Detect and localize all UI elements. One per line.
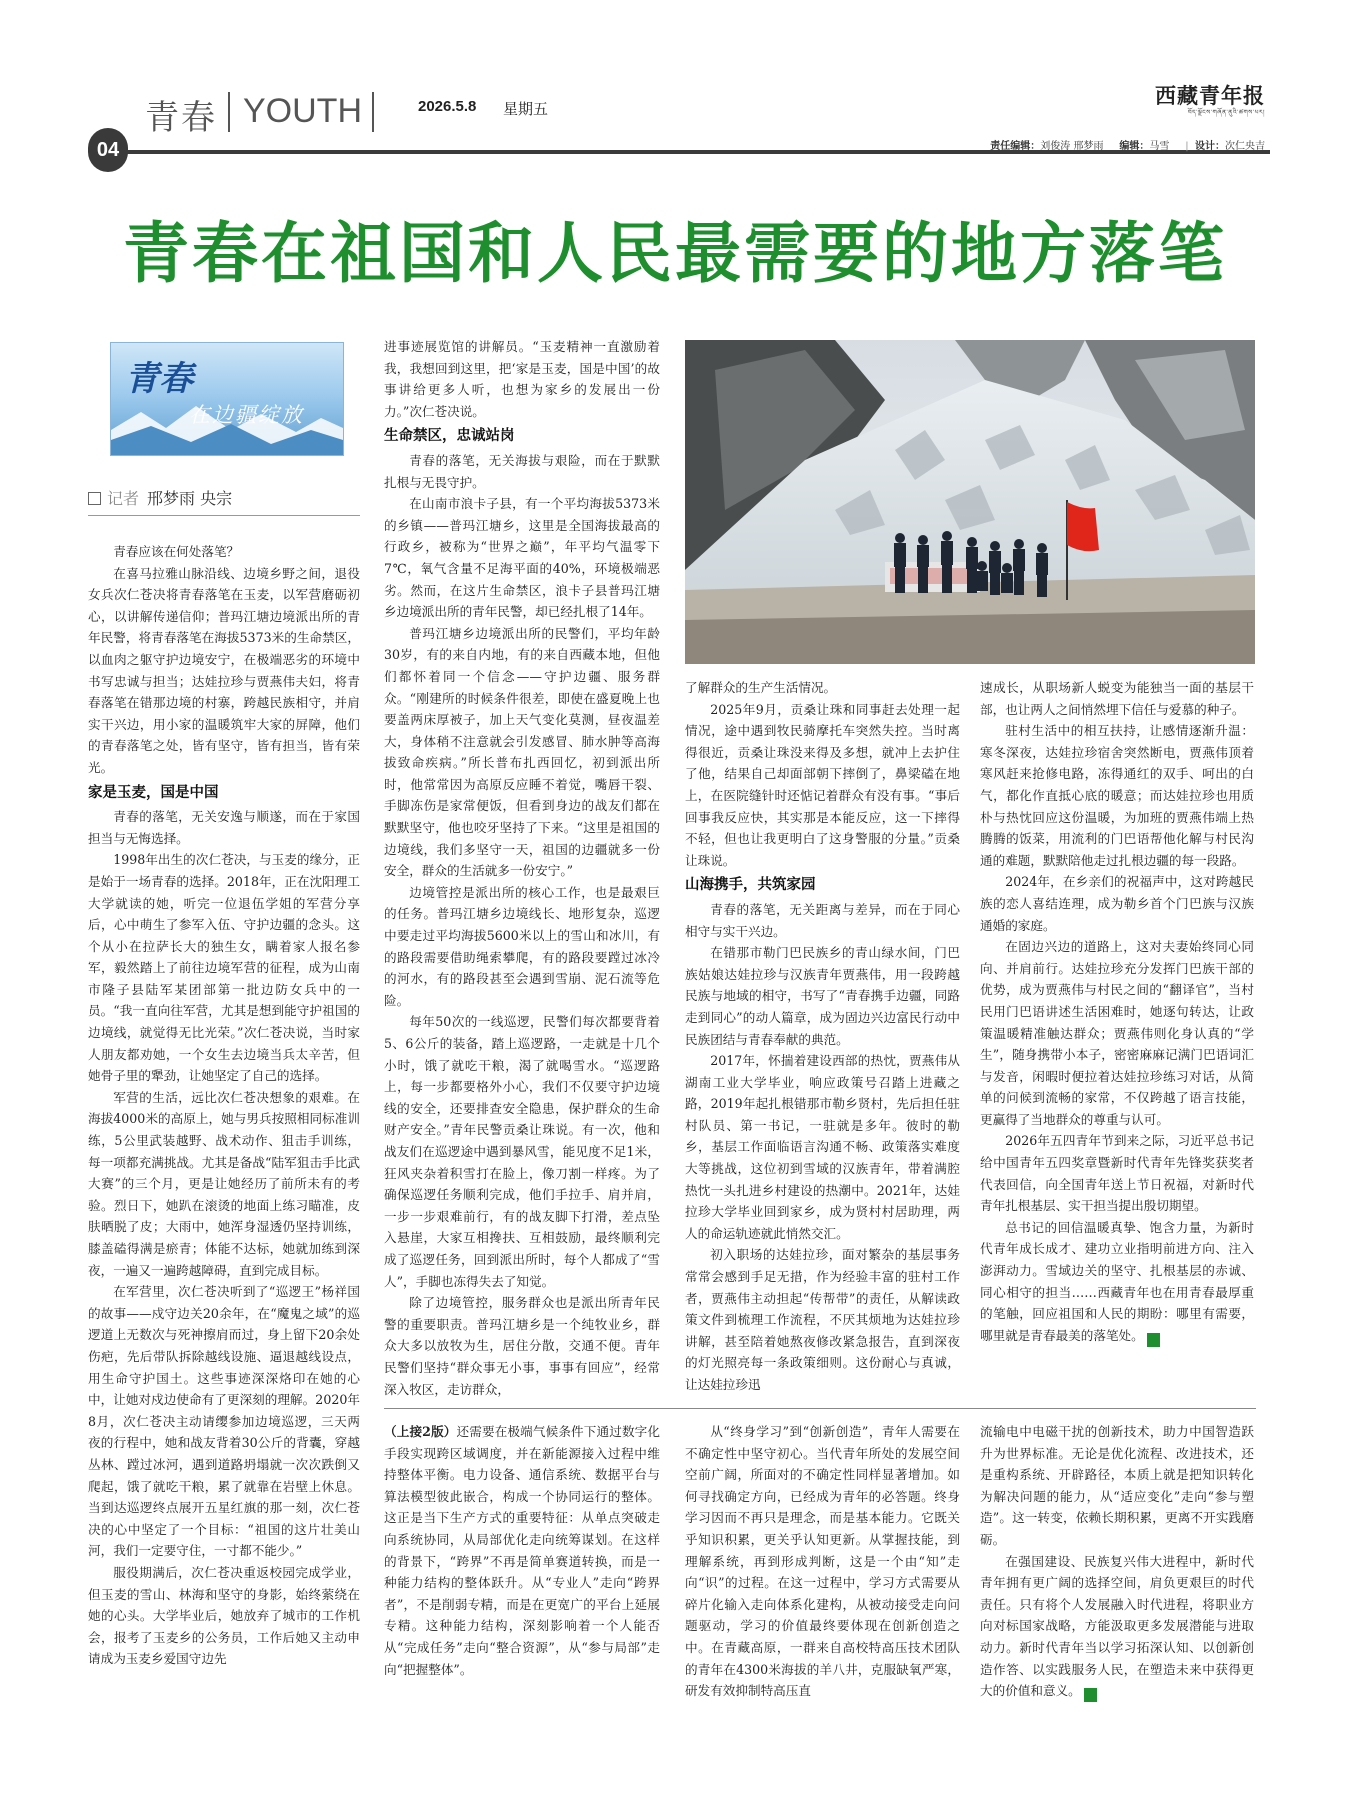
paragraph: 2025年9月，贡桑让珠和同事赶去处理一起情况，途中遇到牧民骑摩托车突然失控。当时离得很近，贡桑让珠没来得及多想，就冲上去护住了他，结果自己却面部朝下摔倒了，鼻梁磕在地上，在医院缝针时还惦记着群众有没有事。“事后回事我反应快，其实那是本能反应，这一下摔得不轻，但也让我更明白了这身警服的分量。”贡桑让珠说。: [685, 701, 960, 868]
article-column-1: [88, 541, 360, 1796]
paragraph: 边境管控是派出所的核心工作，也是最艰巨的任务。普玛江塘乡边境线长、地形复杂，巡逻中要走过平均海拔5600米以上的雪山和冰川，有的路段需要借助绳索攀爬，有的路段要蹚过冰冷的河水，有的路段甚至会遇到雪崩、泥石流等危险。: [384, 884, 660, 1008]
continued-text: 在强国建设、民族复兴伟大进程中，新时代青年拥有更广阔的选择空间，肩负更艰巨的时代责任。只有将个人发展融入时代进程，将职业方向对标国家战略，方能汲取更多发展潜能与进取动力。新时代青年当以学习拓深认知、以创新创造作答、以实践服务人民，在塑造未来中获得更大的价值和意义。: [980, 1553, 1254, 1699]
section-title-cn: 青春: [145, 98, 217, 138]
issue-date: 2026.5.8: [418, 98, 477, 115]
paragraph: 服役期满后，次仁苍决重返校园完成学业，但玉麦的雪山、林海和坚守的身影，始终萦绕在她的心头。大学毕业后，她放弃了城市的工作机会，报考了玉麦乡的公务员，工作后她又主动申请成为玉麦乡爱国守边先: [88, 1564, 360, 1667]
paragraph: 总书记的回信温暖真挚、饱含力量，为新时代青年成长成才、建功立业指明前进方向、注入澎湃动力。雪域边关的坚守、扎根基层的赤诚、同心相守的担当……西藏青年也在用青春最厚重的笔触，回应祖国和人民的期盼：哪里有需要，哪里就是青春最美的落笔处。 青: [980, 1219, 1254, 1345]
paragraph: 每年50次的一线巡逻，民警们每次都要背着5、6公斤的装备，踏上巡逻路，一走就是十几个小时，饿了就吃干粮，渴了就喝雪水。“巡逻路上，每一步都要格外小心，我们不仅要守护边境线的安全，还要排查安全隐患，保护群众的生命财产安全。”青年民警贡桑让珠说。有一次，他和战友们在巡逻途中遇到暴风雪，能见度不足1米，狂风夹杂着积雪打在脸上，像刀割一样疼。为了确保巡逻任务顺利完成，他们手拉手、肩并肩，一步一步艰难前行，有的战友脚下打滑，差点坠入悬崖，大家互相搀扶、互相鼓励，最终顺利完成了巡逻任务，回到派出所时，每个人都成了“雪人”，手脚也冻得失去了知觉。: [384, 1014, 660, 1289]
continued-column-2: [685, 1421, 960, 1801]
paragraph: 青春的落笔，无关安逸与顺遂，而在于家国担当与无悔选择。: [88, 809, 360, 846]
paragraph: 除了边境管控，服务群众也是派出所青年民警的重要职责。普玛江塘乡是一个纯牧业乡，群众大多以放牧为生，居住分散，交通不便。青年民警们坚持“群众事无小事，事事有回应”，经常深入牧区，走访群众，: [384, 1295, 660, 1397]
paragraph: 在固边兴边的道路上，这对夫妻始终同心同向、并肩前行。达娃拉珍充分发挥门巴族干部的优势，成为贾燕伟与村民之间的“翻译官”，当村民用门巴语讲述生活困难时，她逐句转达，让政策温暖精准触达群众；贾燕伟则化身认真的“学生”，随身携带小本子，密密麻麻记满门巴语词汇与发音，闲暇时便拉着达娃拉珍练习对话，从简单的问候到流畅的家常，不仅跨越了语言技能，更赢得了当地群众的尊重与认可。: [980, 939, 1254, 1127]
continued-column-1: [384, 1421, 660, 1801]
paragraph: 军营的生活，远比次仁苍决想象的艰难。在海拔4000米的高原上，她与男兵按照相同标准训练，5公里武装越野、战术动作、狙击手训练，每一项都充满挑战。尤其是备战“陆军狙击手比武大赛”的三个月，更是让她经历了前所未有的考验。烈日下，她趴在滚烫的地面上练习瞄准，皮肤晒脱了皮；大雨中，她浑身湿透仍坚持训练，膝盖磕得满是瘀青；体能不达标，她就加练到深夜，一遍又一遍跨越障碍，直到完成目标。: [88, 1089, 360, 1278]
photo-police-on-glacier: [685, 340, 1255, 664]
paragraph: 速成长，从职场新人蜕变为能独当一面的基层干部，也让两人之间悄然埋下信任与爱慕的种子。: [980, 680, 1254, 717]
continued-from-label: （上接2版）: [384, 1424, 457, 1439]
end-mark-icon: 青: [1147, 1333, 1160, 1347]
continued-paragraph: 从“终身学习”到“创新创造”，青年人需要在不确定性中坚守初心。当代青年所处的发展空间空前广阔，所面对的不确定性同样显著增加。如何寻找确定方向，已经成为青年的必答题。终身学习因而不再只是理念，而是基本能力。它既关乎知识积累，更关乎认知更新。从掌握技能，到理解系统，再到形成判断，这是一个由“知”走向“识”的过程。在这一过程中，学习方式需要从碎片化输入走向体系化建构，从被动接受走向问题驱动，学习的价值最终要体现在创新创造之中。在青藏高原，一群来自高校特高压技术团队的青年在4300米海拔的羊八井，克服缺氧严寒，研发有效抑制特高压直: [685, 1424, 960, 1699]
subheading: 山海携手，共筑家园: [685, 877, 816, 894]
paragraph: 在喜马拉雅山脉沿线、边境乡野之间，退役女兵次仁苍决将青春落笔在玉麦，以军营磨砺初心，以讲解传递信仰；普玛江塘边境派出所的青年民警，将青春落笔在海拔5373米的生命禁区，以血肉之躯守护边境安宁，在极端恶劣的环境中书写忠诚与担当；达娃拉珍与贾燕伟夫妇，将青春落笔在错那边境的村寨，跨越民族相守，并肩实干兴边，用小家的温暖筑牢大家的屏障，他们的青春落笔之处，皆有坚守，皆有担当，皆有荣光。: [88, 565, 360, 775]
paragraph: 2024年，在乡亲们的祝福声中，这对跨越民族的恋人喜结连理，成为勒乡首个门巴族与汉族通婚的家庭。: [980, 874, 1254, 933]
header-divider: [228, 92, 230, 132]
paragraph: 1998年出生的次仁苍决，与玉麦的缘分，正是始于一场青春的选择。2018年，正在沈阳理工大学就读的她，听完一位退伍学姐的军营分享后，心中萌生了参军入伍、守护边疆的念头。这个从小在拉萨长大的独生女，瞒着家人报名参军，毅然踏上了前往边境军营的征程，成为山南市隆子县陆军某团部第一批边防女兵中的一员。“我一直向往军营，尤其是想到能守护祖国的边境线，就觉得无比光荣。”次仁苍决说，当时家人朋友都劝她，一个女生去边境当兵太辛苦，但她骨子里的犟劲，让她坚定了自己的选择。: [88, 852, 360, 1084]
header-divider: [372, 92, 374, 132]
continued-paragraph: 流输电中电磁干扰的创新技术，助力中国智造跃升为世界标准。无论是优化流程、改进技术，还是重构系统、开辟路径，本质上就是把知识转化为解决问题的能力，从“适应变化”走向“参与塑造”。这一转变，依赖长期积累，更离不开实践磨砺。: [980, 1424, 1254, 1547]
credit-value: 次仁央吉: [1225, 141, 1265, 152]
paragraph: 驻村生活中的相互扶持，让感情逐渐升温：寒冬深夜，达娃拉珍宿舍突然断电，贾燕伟顶着寒风赶来抢修电路，冻得通红的双手、呵出的白气，都化作直抵心底的暖意；而达娃拉珍也用质朴与热忱回应这份温暖，为加班的贾燕伟端上热腾腾的饭菜，用流利的门巴语帮他化解与村民沟通的难题，默默陪他走过扎根边疆的每一段路。: [980, 723, 1254, 868]
continued-paragraph: [980, 1551, 1254, 1703]
paragraph: 2026年五四青年节到来之际，习近平总书记给中国青年五四奖章暨新时代青年先锋奖获奖者代表回信，向全国青年送上节日祝福，对新时代青年扎根基层、实干担当提出殷切期望。: [980, 1133, 1254, 1214]
pen-icon: [88, 492, 101, 505]
newspaper-masthead: 西藏青年报: [1155, 83, 1265, 108]
glacier-photo-illustration: [685, 340, 1255, 664]
credit-label: 编辑：: [1119, 141, 1150, 152]
page-number-badge: 04: [88, 128, 128, 172]
paragraph: 了解群众的生产生活情况。: [685, 680, 837, 695]
article-column-2: [384, 336, 660, 1408]
end-mark-icon: 青: [1084, 1688, 1097, 1702]
section-divider: [384, 1408, 1256, 1409]
paragraph: 2017年，怀揣着建设西部的热忱，贾燕伟从湖南工业大学毕业，响应政策号召踏上进藏之路，2019年起扎根错那市勒乡贤村，先后担任驻村队员、第一书记，一驻就是多年。彼时的勒乡，基层工作面临语言沟通不畅、政策落实难度大等挑战，这位初到雪域的汉族青年，带着满腔热忱一头扎进乡村建设的热潮中。2021年，达娃拉珍大学毕业回到家乡，成为贤村村居助理，两人的命运轨迹就此悄然交汇。: [685, 1053, 960, 1241]
paragraph: 青春的落笔，无关距离与差异，而在于同心相守与实干兴边。: [685, 901, 960, 939]
article-headline: 青春在祖国和人民最需要的地方落笔: [123, 215, 1227, 292]
paragraph: 初入职场的达娃拉珍，面对繁杂的基层事务常常会感到手足无措，作为经验丰富的驻村工作者，贾燕伟主动担起“传帮带”的责任，从解读政策文件到梳理工作流程，不厌其烦地为达娃拉珍讲解，甚至陪着她熬夜修改紧急报告，直到深夜的灯光照亮每一条政策细则。这份耐心与真诚，让达娃拉珍迅: [685, 1247, 960, 1392]
credit-value: 马雪: [1149, 141, 1170, 152]
editorial-credits: 责任编辑：刘俊涛 邢梦雨 编辑：马雪 | 设计：次仁央吉: [990, 141, 1265, 152]
paragraph: 在军营里，次仁苍决听到了“巡逻王”杨祥国的故事——戍守边关20余年，在“魔鬼之域”的巡逻道上无数次与死神擦肩而过，身上留下20余处伤疤，先后带队拆除越线设施、逼退越线设点，用生命守护国土。这些事迹深深烙印在她的心中，让她对戍边使命有了更深刻的理解。2020年8月，次仁苍决主动请缨参加边境巡逻，三天两夜的行程中，她和战友背着30公斤的背囊，穿越丛林、蹚过冰河，遇到道路坍塌就一次次跌倒又爬起，饿了就吃干粮，累了就靠在岩壁上休息。当到达巡逻终点展开五星红旗的那一刻，次仁苍决的心中坚定了一个目标：“祖国的这片壮美山河，我们一定要守住，一寸都不能少。”: [88, 1284, 360, 1559]
column-badge: [110, 342, 344, 456]
byline-label: 记者: [107, 489, 140, 508]
issue-weekday: 星期五: [503, 100, 549, 118]
continued-column-3: [980, 1421, 1254, 1801]
byline-names: 邢梦雨 央宗: [147, 489, 233, 508]
byline: [88, 486, 360, 516]
paragraph: 在错那市勒门巴民族乡的青山绿水间，门巴族姑娘达娃拉珍与汉族青年贾燕伟，用一段跨越民族与地域的相守，书写了“青春携手边疆，同路走到同心”的动人篇章，成为固边兴边富民行动中民族团结与青春奉献的典范。: [685, 945, 960, 1047]
paragraph: 青春的落笔，无关海拔与艰险，而在于默默扎根与无畏守护。: [384, 452, 660, 490]
paragraph: 进事迹展览馆的讲解员。“玉麦精神一直激励着我，我想回到这里，把‘家是玉麦，国是中国’的故事讲给更多人听，也想为家乡的发展出一份力。”次仁苍决说。: [384, 339, 660, 419]
column-badge-title: 青春: [125, 359, 193, 399]
newspaper-masthead-tibetan: བོད་ལྗོངས་གཞོན་ནུའི་ཚགས་པར།: [1187, 109, 1265, 116]
credit-value: 刘俊涛 邢梦雨: [1040, 141, 1104, 152]
credit-label: 责任编辑：: [990, 141, 1041, 152]
paragraph: 在山南市浪卡子县，有一个平均海拔5373米的乡镇——普玛江塘乡，这里是全国海拔最高的行政乡，被称为“世界之巅”，年平均气温零下7℃，氧气含量不足海平面的40%，环境极端恶劣。然而，在这片生命禁区，浪卡子县普玛江塘乡边境派出所的青年民警，却已经扎根了14年。: [384, 496, 660, 620]
credit-label: 设计：: [1195, 141, 1225, 152]
section-title-en: YOUTH: [243, 92, 362, 130]
continued-text: 还需要在极端气候条件下通过数字化手段实现跨区域调度，并在新能源接入过程中维持整体平衡。电力设备、通信系统、数据平台与算法模型彼此嵌合，构成一个协同运行的整体。这正是当下生产方式的重要特征：从单点突破走向系统协同，从局部优化走向统筹谋划。在这样的背景下，“跨界”不再是简单赛道转换，而是一种能力结构的整体跃升。从“专业人”走向“跨界者”，不是削弱专精，而是在更宽广的平台上延展专精。这种能力结构，深刻影响着一个人能否从“完成任务”走向“整合资源”，从“参与局部”走向“把握整体”。: [384, 1424, 660, 1677]
column-badge-subtitle: 在边疆绽放: [189, 403, 304, 427]
subheading: 家是玉麦，国是中国: [88, 784, 219, 801]
article-column-3: [685, 677, 960, 1408]
paragraph: 青春应该在何处落笔？: [113, 544, 240, 559]
paragraph: 普玛江塘乡边境派出所的民警们，平均年龄30岁，有的来自内地，有的来自西藏本地，但他们都怀着同一个信念——守护边疆、服务群众。“刚建所的时候条件很差，即使在盛夏晚上也要盖两床厚被子，加上天气变化莫测，昼夜温差大，身体稍不注意就会引发感冒、肺水肿等高海拔致命疾病。”所长普布扎西回忆，初到派出所时，他常常因为高原反应睡不着觉，嘴唇干裂、手脚冻伤是家常便饭，但看到身边的战友们都在默默坚守，他也咬牙坚持了下来。“这里是祖国的边境线，我们多坚守一天，祖国的边疆就多一份安全，群众的生活就多一份安宁。”: [384, 625, 660, 879]
article-column-4: [980, 677, 1254, 1408]
subheading: 生命禁区，忠诚站岗: [384, 428, 515, 445]
